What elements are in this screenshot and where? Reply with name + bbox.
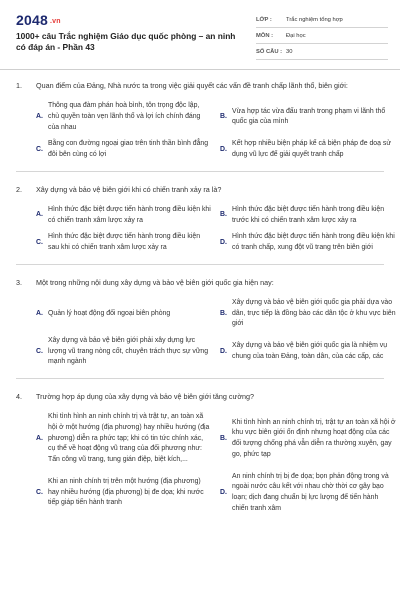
option-letter: D.: [220, 347, 227, 355]
option-text: An ninh chính trị bị đe dọa; bọn phản động trong và ngoài nước câu kết với nhau chờ thời cơ gây bạo loạn; dịch đang chuẩn bị lực lượng để tiến hành chiến tranh xâm: [232, 472, 389, 512]
option-letter: C.: [36, 145, 43, 153]
option-letter: D.: [220, 238, 227, 246]
option-letter: B.: [220, 112, 227, 120]
info-row-class: [256, 12, 388, 28]
option-text: Khi an ninh chính trị trên một hướng (địa phương) hay nhiều hướng (địa phương) bị đe dọa; khi nước tiếp giáp tiến hành tranh: [48, 478, 204, 507]
option-a[interactable]: [36, 101, 212, 133]
option-text: Thông qua đàm phán hoà bình, tôn trọng độc lập, chủ quyền toàn vẹn lãnh thổ và lợi ích chính đáng của nhau: [48, 102, 201, 131]
logo-suffix: .vn: [49, 18, 61, 25]
option-letter: A.: [36, 309, 43, 317]
question-text: Quan điểm của Đảng, Nhà nước ta trong việc giải quyết các vấn đề tranh chấp lãnh thổ, biên giới:: [36, 81, 348, 90]
option-letter: A.: [36, 434, 43, 442]
option-d[interactable]: [220, 232, 396, 253]
option-text: Hình thức đặc biệt được tiến hành trong điều kiện sau khi có chiến tranh xâm lược xảy ra: [48, 233, 201, 251]
option-letter: B.: [220, 309, 227, 317]
info-panel: [256, 12, 388, 60]
question-number: 2.: [16, 184, 22, 194]
option-letter: C.: [36, 488, 43, 496]
question-stem: [16, 277, 384, 288]
option-grid: [36, 101, 391, 161]
header-divider: [0, 69, 400, 70]
option-letter: B.: [220, 211, 227, 219]
option-text: Quản lý hoạt động đối ngoại biên phòng: [48, 309, 171, 317]
info-value: Trắc nghiệm tổng hợp: [286, 16, 343, 23]
option-d[interactable]: [220, 336, 396, 368]
option-grid: [36, 412, 396, 514]
option-c[interactable]: [36, 139, 212, 160]
question-divider: [16, 378, 384, 379]
logo-text: 2048: [16, 12, 48, 28]
option-text: Vừa hợp tác vừa đấu tranh trong phạm vi lãnh thổ quốc gia của mình: [232, 107, 386, 126]
question-list: [0, 80, 400, 515]
option-letter: C.: [36, 238, 43, 246]
info-label: MÔN :: [256, 32, 274, 39]
question-text: Xây dựng và bảo vệ biên giới khi có chiến tranh xảy ra là?: [36, 184, 222, 194]
option-letter: D.: [220, 488, 227, 496]
option-letter: A.: [36, 211, 43, 219]
question-2: [0, 184, 400, 265]
info-row-subject: [256, 28, 388, 44]
option-b[interactable]: [220, 205, 396, 226]
option-text: Xây dựng và bảo vệ biên giới phải xây dựng lực lượng vũ trang nòng cốt, chuyên trách thực sự vững mạnh ngành: [48, 336, 209, 366]
info-row-count: [256, 44, 388, 60]
option-a[interactable]: [36, 298, 212, 330]
info-value: Đại học: [286, 32, 306, 39]
option-b[interactable]: [220, 298, 396, 330]
question-divider: [16, 264, 384, 265]
option-text: Khi tình hình an ninh chính trị và trật tự, an toàn xã hội ở một hướng (địa phương) hay nhiều hướng (địa phương) diễn ra phức tạp; khi có tin tức chính xác, cụ thể về hoạt động vũ trang của đối phương như: Tấn công vũ trang, tung gián điệp, biệt kích,...: [48, 413, 210, 463]
question-1: [0, 80, 400, 172]
question-3: [0, 277, 400, 379]
question-4: [0, 391, 400, 514]
option-grid: [36, 205, 395, 254]
option-d[interactable]: [220, 472, 396, 515]
option-b[interactable]: [220, 412, 396, 466]
question-number: 3.: [16, 277, 22, 287]
option-grid: [36, 298, 396, 368]
option-c[interactable]: [36, 232, 212, 253]
option-letter: B.: [220, 434, 227, 442]
page-header: [0, 0, 400, 62]
question-text: Một trong những nội dung xây dựng và bảo vệ biên giới quốc gia hiện nay:: [36, 277, 274, 287]
info-label: SỐ CÂU :: [256, 48, 283, 55]
option-text: Xây dựng và bảo vệ biên giới quốc gia phải dựa vào dân, trực tiếp là đồng bào các dân tộc ở khu vực biên giới: [232, 298, 396, 328]
option-a[interactable]: [36, 205, 212, 226]
option-letter: A.: [36, 112, 43, 120]
page-title: 1000+ câu Trắc nghiệm Giáo dục quốc phòng – an ninh có đáp án - Phần 43: [16, 31, 236, 53]
info-label: LỚP :: [256, 16, 272, 23]
option-text: Khi tình hình an ninh chính trị, trật tự an toàn xã hội ở khu vực biên giới ổn định nhưng hoạt động của các đối tượng chống phá vẫn diễn ra thường xuyên, gay go, phức tạp: [232, 418, 396, 458]
question-number: 1.: [16, 81, 22, 90]
question-text: Trường hợp áp dụng của xây dựng và bảo vệ biên giới tăng cường?: [36, 392, 255, 402]
question-number: 4.: [16, 392, 22, 402]
option-text: Kết hợp nhiều biện pháp kể cả biện pháp đe doạ sử dụng vũ lực để giải quyết tranh chấp: [232, 140, 391, 158]
option-c[interactable]: [36, 336, 212, 368]
option-text: Hình thức đặc biệt được tiến hành trong điều kiện khi có tranh chấp, xung đột vũ trang trên biên giới: [232, 233, 395, 251]
question-divider: [16, 171, 384, 172]
question-stem: [16, 391, 384, 402]
info-value: 30: [286, 48, 293, 55]
option-text: Xây dựng và bảo vệ biên giới quốc gia là nhiệm vụ chung của toàn Đảng, toàn dân, của các cấp, các: [232, 342, 388, 360]
option-text: Bằng con đường ngoại giao trên tinh thần bình đẳng đôi bên cùng có lợi: [48, 140, 209, 158]
option-d[interactable]: [220, 139, 396, 160]
option-a[interactable]: [36, 412, 212, 466]
option-letter: C.: [36, 347, 43, 355]
question-stem: [16, 80, 384, 91]
option-letter: D.: [220, 145, 227, 153]
option-text: Hình thức đặc biệt được tiến hành trong điều kiện khi có chiến tranh xâm lược xảy ra: [48, 205, 211, 224]
option-text: Hình thức đặc biệt được tiến hành trong điều kiện trước khi có chiến tranh xâm lược xảy ra: [232, 205, 385, 224]
option-c[interactable]: [36, 472, 212, 515]
option-b[interactable]: [220, 101, 396, 133]
question-stem: [16, 184, 384, 195]
